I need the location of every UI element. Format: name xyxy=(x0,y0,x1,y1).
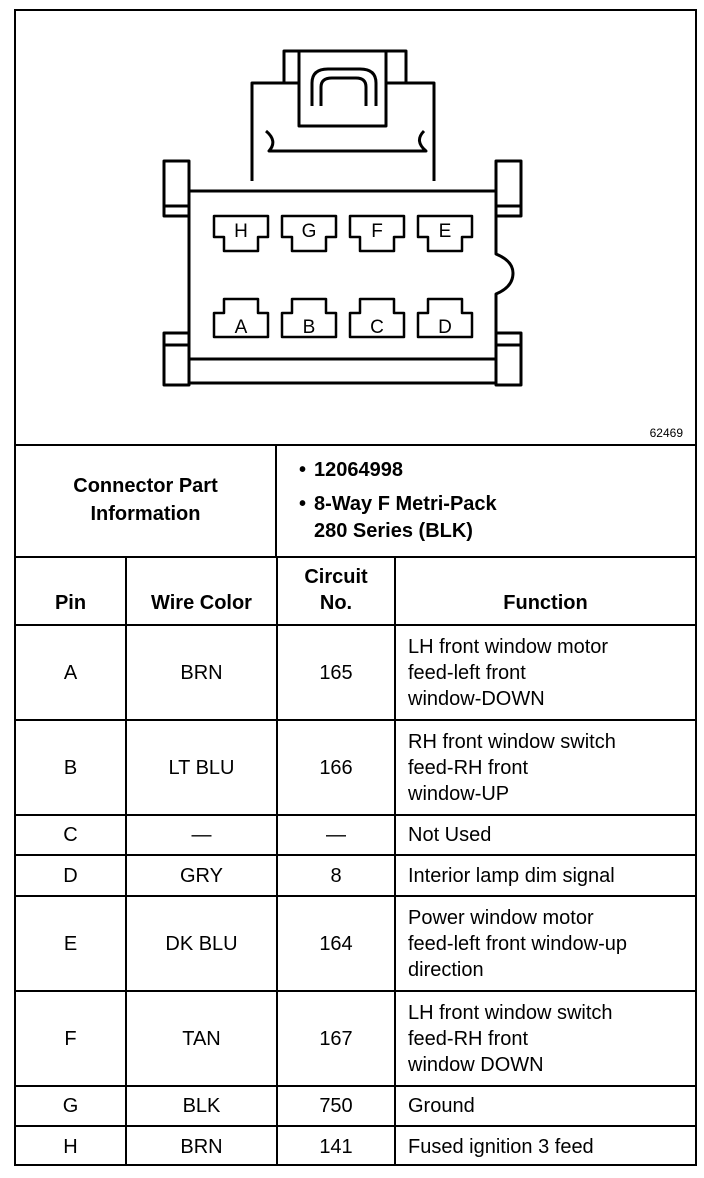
table-row xyxy=(16,896,695,991)
pin-cell: B xyxy=(16,720,126,815)
cavity-label-h: H xyxy=(234,221,248,242)
function-line: direction xyxy=(408,958,484,981)
connector-face-drawing xyxy=(16,11,695,444)
function-line: window-DOWN xyxy=(408,687,545,710)
bullet-icon: • xyxy=(298,459,306,481)
circuit-cell: 8 xyxy=(277,855,395,896)
pin-cell: D xyxy=(16,855,126,896)
pin-cell: E xyxy=(16,896,126,991)
function-line: feed-left front xyxy=(408,661,526,684)
circuit-cell: 166 xyxy=(277,720,395,815)
connector-info-label-line1: Connector Part xyxy=(73,475,218,497)
wire-color-cell: BLK xyxy=(126,1086,277,1126)
table-row xyxy=(16,720,695,815)
cavity-label-c: C xyxy=(370,317,384,338)
circuit-cell: — xyxy=(277,815,395,855)
wire-color-cell: TAN xyxy=(126,991,277,1086)
wire-color-cell: BRN xyxy=(126,1126,277,1166)
table-row xyxy=(16,815,695,855)
function-line: Fused ignition 3 feed xyxy=(408,1135,594,1158)
function-line: window DOWN xyxy=(408,1053,544,1076)
circuit-cell: 165 xyxy=(277,625,395,720)
function-cell xyxy=(395,625,695,720)
description-item xyxy=(279,491,695,545)
header-circuit-line2: No. xyxy=(319,592,353,614)
pin-table xyxy=(16,556,695,1166)
pin-cell: A xyxy=(16,625,126,720)
function-line: Power window motor xyxy=(408,906,594,929)
circuit-cell: 164 xyxy=(277,896,395,991)
function-line: LH front window motor xyxy=(408,635,609,658)
figure-id: 62469 xyxy=(649,426,683,440)
part-number-item xyxy=(279,457,695,484)
cavity-label-f: F xyxy=(371,221,383,242)
pin-cell: C xyxy=(16,815,126,855)
table-row xyxy=(16,855,695,896)
header-pin: Pin xyxy=(16,556,126,625)
function-line: Ground xyxy=(408,1095,475,1117)
cavity-label-d: D xyxy=(438,317,452,338)
table-row xyxy=(16,1086,695,1126)
part-number: 12064998 xyxy=(314,459,403,481)
wire-color-cell: BRN xyxy=(126,625,277,720)
header-circuit-no xyxy=(277,556,395,625)
function-line: RH front window switch xyxy=(408,730,616,753)
cavity-label-b: B xyxy=(302,317,316,338)
circuit-cell: 167 xyxy=(277,991,395,1086)
function-cell xyxy=(395,1126,695,1166)
table-row xyxy=(16,1126,695,1166)
wire-color-cell: — xyxy=(126,815,277,855)
function-line: LH front window switch xyxy=(408,1001,613,1024)
function-cell xyxy=(395,896,695,991)
table-row xyxy=(16,625,695,720)
connector-figure xyxy=(16,11,695,446)
description-line2: 280 Series (BLK) xyxy=(314,520,473,542)
function-cell xyxy=(395,991,695,1086)
function-cell xyxy=(395,1086,695,1126)
connector-info-label xyxy=(16,444,277,556)
function-line: feed-RH front xyxy=(408,756,529,779)
circuit-cell: 141 xyxy=(277,1126,395,1166)
header-function: Function xyxy=(395,556,695,625)
function-line: Not Used xyxy=(408,824,492,846)
connector-part-info xyxy=(16,444,695,558)
function-cell xyxy=(395,855,695,896)
description-line1: 8-Way F Metri-Pack xyxy=(314,493,497,515)
wire-color-cell: GRY xyxy=(126,855,277,896)
pin-table-body xyxy=(16,625,695,1166)
function-line: window-UP xyxy=(408,782,510,805)
pin-cell: H xyxy=(16,1126,126,1166)
header-circuit-line1: Circuit xyxy=(304,566,368,588)
circuit-cell: 750 xyxy=(277,1086,395,1126)
cavity-label-g: G xyxy=(301,221,317,242)
connector-info-label-line2: Information xyxy=(90,503,201,525)
cavity-label-a: A xyxy=(234,317,248,338)
pin-cell: G xyxy=(16,1086,126,1126)
function-line: feed-left front window-up xyxy=(408,932,628,955)
function-line: feed-RH front xyxy=(408,1027,529,1050)
function-cell xyxy=(395,720,695,815)
pin-cell: F xyxy=(16,991,126,1086)
wire-color-cell: DK BLU xyxy=(126,896,277,991)
table-header-row xyxy=(16,556,695,625)
connector-info-list xyxy=(279,444,695,556)
connector-sheet xyxy=(14,9,697,1166)
function-cell xyxy=(395,815,695,855)
header-wire-color: Wire Color xyxy=(126,556,277,625)
table-row xyxy=(16,991,695,1086)
wire-color-cell: LT BLU xyxy=(126,720,277,815)
bullet-icon: • xyxy=(298,493,306,515)
cavity-label-e: E xyxy=(438,221,452,242)
function-line: Interior lamp dim signal xyxy=(408,864,615,887)
